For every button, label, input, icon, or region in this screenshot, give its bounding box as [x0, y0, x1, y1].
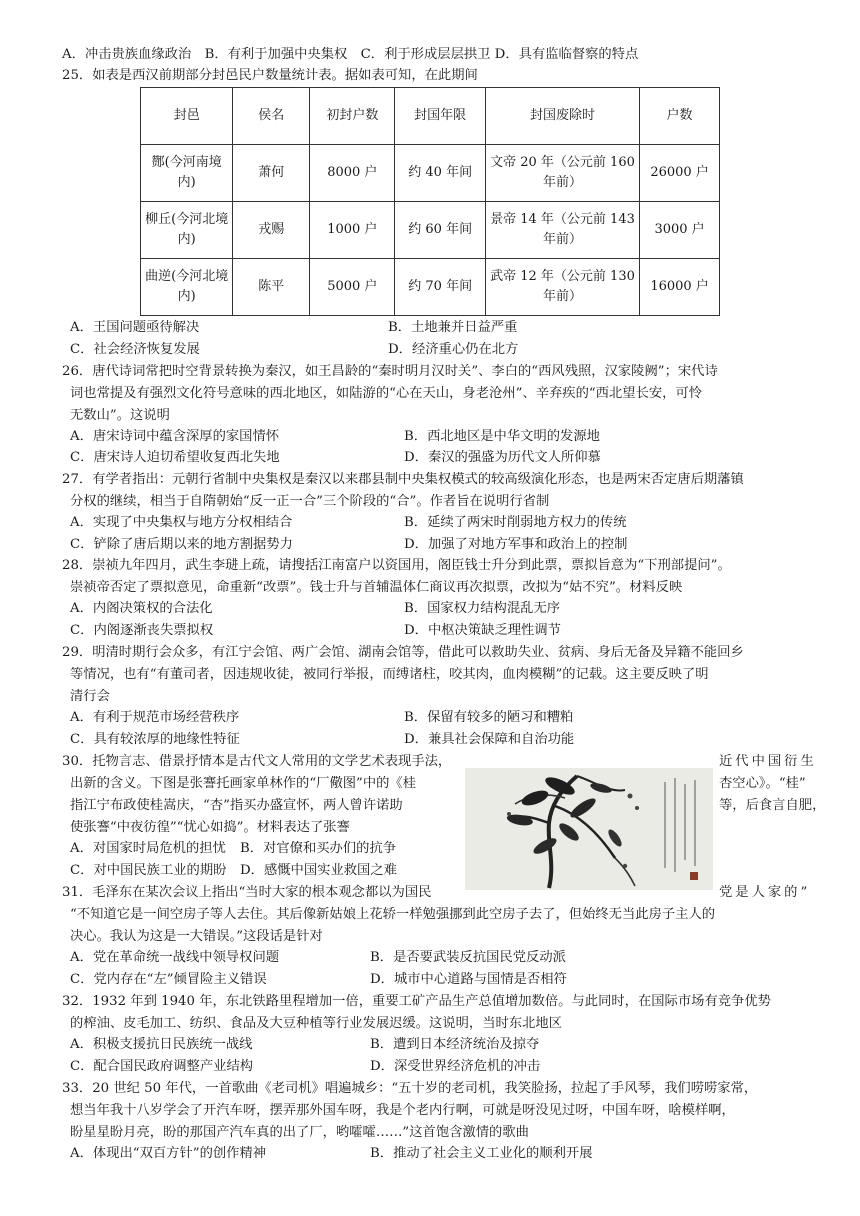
fief-household-table: [140, 87, 720, 316]
q27-stem-line: 27．有学者指出：元朝行省制中央集权是秦汉以来郡县制中央集权模式的较高级演化形态，也是两宋否定唐后期藩镇: [62, 472, 744, 487]
q26-stem-line: 词也常提及有强烈文化符号意味的西北地区，如陆游的“心在天山，身老沧州”、辛弃疾的“西北望长安，可怜: [70, 386, 703, 401]
table-cell: 景帝 14 年（公元前 143 年前）: [485, 202, 639, 259]
q27-option-b: B．延续了两宋时削弱地方权力的传统: [404, 515, 627, 530]
q25-option-c: C．社会经济恢复发展: [70, 342, 200, 357]
q32-option-b: B．遭到日本经济统治及掠夺: [370, 1037, 540, 1052]
table-row: [141, 259, 720, 316]
table-cell: 柳丘(今河北境内): [141, 202, 233, 259]
q32-stem-line: 的榨油、皮毛加工、纺织、食品及大豆种植等行业发展迟缓。这说明，当时东北地区: [70, 1016, 562, 1031]
q29-stem-line: 清行会: [70, 689, 110, 704]
q30-stem-line: 30．托物言志、借景抒情本是古代文人常用的文学艺术表现手法，: [62, 754, 452, 769]
q24-options: A．冲击贵族血缘政治 B．有利于加强中央集权 C．利于形成层层拱卫 D．具有监临督察的特点: [62, 47, 639, 62]
ink-painting-image: [465, 768, 713, 890]
q28-option-d: D．中枢决策缺乏理性调节: [404, 623, 561, 638]
q33-option-a: A．体现出“双百方针”的创作精神: [70, 1146, 267, 1161]
q31-stem-line: 决心。我认为这是一大错误。”这段话是针对: [70, 929, 323, 944]
q29-option-a: A．有利于规范市场经营秩序: [70, 710, 240, 725]
q33-stem-line: 想当年我十八岁学会了开汽车呀，摆弄那外国车呀，我是个老内行啊，可就是呀没见过呀，中国车呀，啥模样啊，: [70, 1103, 735, 1118]
q33-stem-line: 33．20 世纪 50 年代，一首歌曲《老司机》唱遍城乡：“五十岁的老司机，我笑脸扬，拉起了手风琴，我们唠唠家常，: [62, 1081, 758, 1096]
q31-right-text: 党是人家的”: [719, 885, 811, 900]
q26-option-b: B．西北地区是中华文明的发源地: [404, 429, 600, 444]
table-cell: 26000 户: [640, 145, 720, 202]
q29-option-d: D．兼具社会保障和自治功能: [404, 732, 575, 747]
q32-stem-line: 32．1932 年到 1940 年，东北铁路里程增加一倍，重要工矿产品生产总值增加数倍。与此同时，在国际市场有竞争优势: [62, 994, 771, 1009]
table-cell: 酂(今河南境内): [141, 145, 233, 202]
table-cell: 陈平: [233, 259, 310, 316]
plum-branch-painting: [465, 768, 713, 890]
table-cell: 文帝 20 年（公元前 160 年前）: [485, 145, 639, 202]
q27-option-a: A．实现了中央集权与地方分权相结合: [70, 515, 293, 530]
q31-stem-line: 31．毛泽东在某次会议上指出“当时大家的根本观念都以为国民: [62, 885, 432, 900]
table-cell: 3000 户: [640, 202, 720, 259]
q30-stem-line: 指江宁布政使桂嵩庆，“杏”指买办盛宣怀，两人曾许诺助: [70, 798, 403, 813]
table-cell: 1000 户: [310, 202, 395, 259]
q32-option-a: A．积极支援抗日民族统一战线: [70, 1037, 253, 1052]
q26-option-c: C．唐宋诗人迫切希望收复西北失地: [70, 450, 280, 465]
q30-right-text: 近代中国衍生: [719, 754, 817, 769]
q30-option-d: D．感慨中国实业救国之难: [240, 863, 397, 878]
table-cell: 约 40 年间: [395, 145, 485, 202]
q31-option-d: D．城市中心道路与国情是否相符: [370, 972, 567, 987]
table-row: [141, 202, 720, 259]
table-cell: 戎赐: [233, 202, 310, 259]
q31-option-b: B．是否要武装反抗国民党反动派: [370, 950, 566, 965]
q30-option-b: B．对官僚和买办们的抗争: [240, 841, 397, 856]
q28-stem-line: 崇祯帝否定了票拟意见，命重新“改票”。钱士升与首辅温体仁商议再次拟票，改拟为“姑不究”。材料反映: [70, 580, 683, 595]
q29-option-b: B．保留有较多的陋习和糟粕: [404, 710, 574, 725]
table-cell: 萧何: [233, 145, 310, 202]
q26-stem-line: 无数山”。这说明: [70, 408, 170, 423]
table-header: 封国废除时: [485, 88, 639, 145]
table-header: 封邑: [141, 88, 233, 145]
q27-option-d: D．加强了对地方军事和政治上的控制: [404, 537, 628, 552]
q33-stem-line: 盼星星盼月亮，盼的那国产汽车真的出了厂，哟嚯嚯……”这首饱含激情的歌曲: [70, 1125, 529, 1140]
q28-option-c: C．内阁逐渐丧失票拟权: [70, 623, 214, 638]
table-cell: 曲逆(今河北境内): [141, 259, 233, 316]
q25-stem: 25．如表是西汉前期部分封邑民户数量统计表。据如表可知，在此期间: [62, 68, 478, 83]
q25-option-a: A．王国问题亟待解决: [70, 320, 200, 335]
table-header: 封国年限: [395, 88, 485, 145]
q31-option-a: A．党在革命统一战线中领导权问题: [70, 950, 280, 965]
q30-stem-line: 使张謇“中夜彷徨”“忧心如捣”。材料表达了张謇: [70, 820, 350, 835]
q31-option-c: C．党内存在“左”倾冒险主义错误: [70, 972, 267, 987]
table-cell: 武帝 12 年（公元前 130 年前）: [485, 259, 639, 316]
table-header: 初封户数: [310, 88, 395, 145]
table-row: [141, 145, 720, 202]
q29-stem-line: 29．明清时期行会众多，有江宁会馆、两广会馆、湖南会馆等，借此可以救助失业、贫病、身后无备及异籍不能回乡: [62, 645, 744, 660]
q27-option-c: C．铲除了唐后期以来的地方割据势力: [70, 537, 293, 552]
q26-option-d: D．秦汉的强盛为历代文人所仰慕: [404, 450, 601, 465]
q25-option-b: B．土地兼并日益严重: [388, 320, 518, 335]
table-header: 侯名: [233, 88, 310, 145]
table-cell: 约 60 年间: [395, 202, 485, 259]
q32-option-d: D．深受世界经济危机的冲击: [370, 1059, 541, 1074]
table-cell: 16000 户: [640, 259, 720, 316]
table-cell: 约 70 年间: [395, 259, 485, 316]
q32-option-c: C．配合国民政府调整产业结构: [70, 1059, 254, 1074]
table-cell: 8000 户: [310, 145, 395, 202]
q30-option-c: C．对中国民族工业的期盼: [70, 863, 227, 878]
table-cell: 5000 户: [310, 259, 395, 316]
q26-option-a: A．唐宋诗词中蕴含深厚的家国情怀: [70, 429, 280, 444]
q26-stem-line: 26．唐代诗词常把时空背景转换为秦汉，如王昌龄的“秦时明月汉时关”、李白的“西风残照，汉家陵阙”；宋代诗: [62, 364, 718, 379]
q33-option-b: B．推动了社会主义工业化的顺利开展: [370, 1146, 593, 1161]
q30-option-a: A．对国家时局危机的担忧: [70, 841, 226, 856]
q27-stem-line: 分权的继续，相当于自隋朝始“反一正一合”三个阶段的“合”。作者旨在说明行省制: [70, 494, 550, 509]
q28-option-b: B．国家权力结构混乱无序: [404, 601, 561, 616]
q25-option-d: D．经济重心仍在北方: [388, 342, 519, 357]
table-header-row: [141, 88, 720, 145]
q31-stem-line: “不知道它是一间空房子等人去住。其后像新姑娘上花轿一样勉强挪到此空房子去了，但始终无当此房子主人的: [70, 907, 716, 922]
q28-option-a: A．内阁决策权的合法化: [70, 601, 213, 616]
table-header: 户数: [640, 88, 720, 145]
q29-stem-line: 等情况，也有“有董司者，因违规收徒，被同行举报，而缚诸柱，咬其肉，血肉模糊”的记载。这主要反映了明: [70, 667, 709, 682]
q28-stem-line: 28．崇祯九年四月，武生李琎上疏，请搜括江南富户以资国用，阁臣钱士升分到此票，票拟旨意为“下刑部提问”。: [62, 558, 731, 573]
q30-right-text: 杏空心》。“桂”: [719, 776, 806, 791]
q29-option-c: C．具有较浓厚的地缘性特征: [70, 732, 240, 747]
q30-stem-line: 出新的含义。下图是张謇托画家单林作的“厂儆图”中的《桂: [70, 776, 417, 791]
q30-right-text: 等，后食言自肥，: [719, 798, 826, 813]
